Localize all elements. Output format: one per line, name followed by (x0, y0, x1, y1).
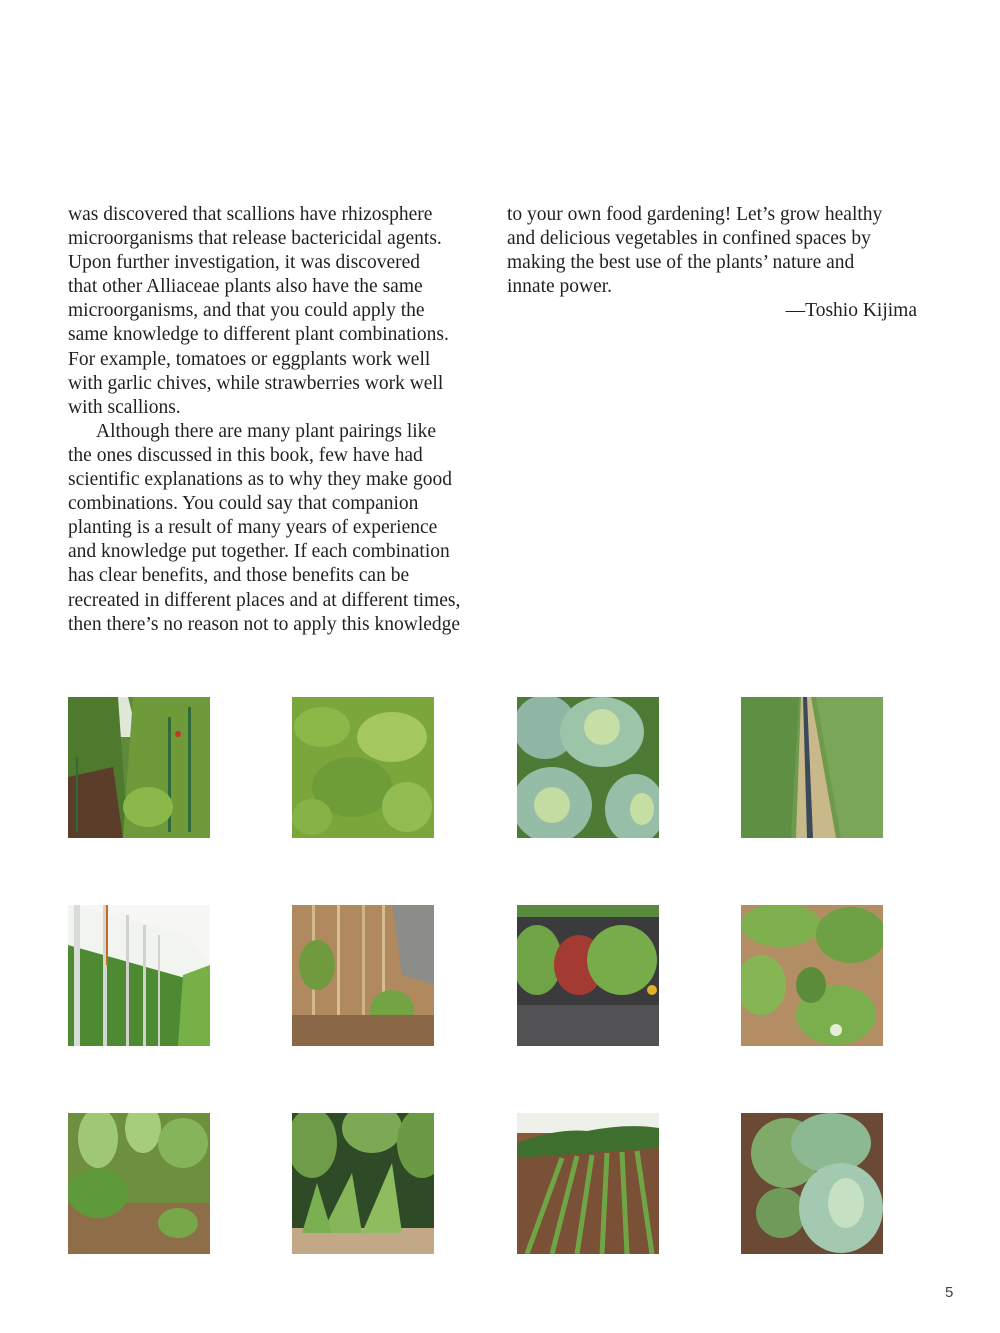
photo-cabbage-broccoli (741, 1113, 883, 1254)
page-number: 5 (945, 1284, 954, 1301)
photo-cabbage-heads (517, 697, 659, 838)
text-line: Although there are many plant pairings like (96, 420, 437, 442)
text-line: to your own food gardening! Let’s grow healthy (507, 204, 883, 225)
text-line: making the best use of the plants’ nature and (507, 252, 855, 274)
paragraph-1 (68, 203, 488, 420)
photo-taro-weeds (68, 1113, 210, 1254)
text-line: then there’s no reason not to apply this knowledge (68, 613, 461, 635)
text-line: the ones discussed in this book, few have had (68, 444, 423, 466)
left-text-column (68, 203, 488, 637)
paragraph-2 (68, 420, 488, 637)
photo-dry-stalks-seedlings (292, 905, 434, 1046)
photo-field-rows (517, 1113, 659, 1254)
photo-hoop-greenhouse (68, 905, 210, 1046)
photo-eggplant-squash (741, 905, 883, 1046)
text-line: and delicious vegetables in confined spaces by (507, 228, 871, 250)
text-line: combinations. You could say that companion (68, 493, 419, 515)
text-line: scientific explanations as to why they make good (68, 469, 452, 491)
text-line: microorganisms that release bactericidal agents. (68, 228, 442, 250)
photo-vine-rows (741, 697, 883, 838)
text-line: microorganisms, and that you could apply the (68, 300, 425, 322)
text-line: For example, tomatoes or eggplants work well (68, 348, 431, 370)
photo-taro-ginger (292, 1113, 434, 1254)
text-line: with garlic chives, while strawberries work well (68, 372, 444, 394)
photo-leafy-ground-cover (292, 697, 434, 838)
text-line: has clear benefits, and those benefits can be (68, 565, 410, 587)
text-line: with scallions. (68, 396, 181, 418)
text-line: was discovered that scallions have rhizosphere (68, 204, 433, 225)
text-line: same knowledge to different plant combinations. (68, 324, 449, 346)
right-text-column (507, 203, 927, 323)
paragraph-3 (507, 203, 927, 299)
text-line: planting is a result of many years of experience (68, 517, 438, 539)
text-line: and knowledge put together. If each combination (68, 541, 450, 563)
text-line: that other Alliaceae plants also have the same (68, 276, 423, 298)
text-line: Upon further investigation, it was discovered (68, 252, 420, 274)
text-line: innate power. (507, 276, 613, 298)
text-line: recreated in different places and at different times, (68, 589, 461, 611)
author-signature: —Toshio Kijima (785, 300, 917, 322)
photo-tomato-garden-path (68, 697, 210, 838)
photo-lettuce-broccoli-mulch (517, 905, 659, 1046)
